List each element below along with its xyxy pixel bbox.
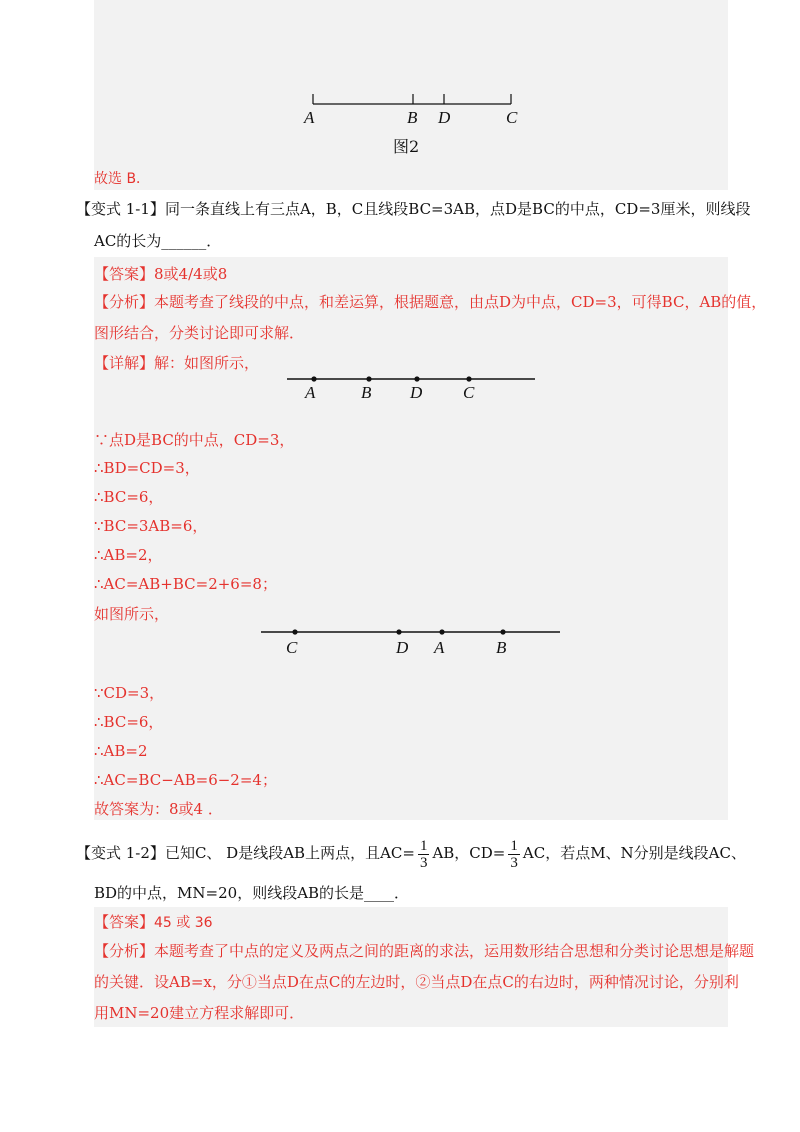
variant-1-1-answer [94,264,227,284]
fig1-label-d: D [410,383,423,402]
step2-line1: ∵CD=3， [94,684,165,702]
step1-line6: ∴AC=AB+BC=2+6=8； [94,575,277,593]
variant-1-2-answer [94,912,213,933]
analysis-text: 本题考查了中点的定义及两点之间的距离的求法，运用数形结合思想和分类讨论思想是解题 [154,942,755,960]
variant-1-1-analysis-line2: 图形结合，分类讨论即可求解． [94,324,305,342]
variant-1-2-q-b: AB，CD= [432,844,506,862]
step1-line5: ∴AB=2， [94,546,163,564]
fig2-caption: 图2 [393,137,420,156]
variant-1-1-fig1 [0,370,800,390]
fraction-one-third: $\frac{1}{3}$ [419,837,428,871]
fig3-label-a: A [434,638,445,657]
variant-1-2-question [76,836,746,871]
fig1-label-a: A [305,383,316,402]
fig2-label-b: B [407,108,418,127]
variant-1-1-question-line2: AC的长为______． [94,232,222,250]
variant-1-1-question-line1: 同一条直线上有三点A，B，C且线段BC=3AB，点D是BC的中点，CD=3厘米，则线段 [164,200,751,218]
detail-tag: 【详解】 [94,354,155,372]
step2-line2: ∴BC=6， [94,713,164,731]
variant-1-2-analysis-line3: 用MN=20建立方程求解即可． [94,1004,305,1022]
analysis-tag: 【分析】 [94,293,155,311]
answer-text: 45 或 36 [154,915,213,931]
analysis-tag: 【分析】 [94,942,155,960]
fig2-label-a: A [304,108,315,127]
fig1-label-c: C [463,383,475,402]
fig2-label-d: D [438,108,451,127]
variant-1-2-analysis-line2: 的关键．设AB=x，分①当点D在点C的左边时，②当点D在点C的右边时，两种情况讨论，分别利 [94,973,739,991]
variant-1-2-analysis-line1 [94,941,754,961]
fig2-diagram [0,0,800,130]
variant-1-2-question-line2: BD的中点，MN=20，则线段AB的长是____． [94,884,410,902]
case2-intro: 如图所示， [94,605,170,623]
step1-line2: ∴BD=CD=3， [94,459,200,477]
step2-line3: ∴AB=2 [94,742,148,760]
analysis-text: 本题考查了线段的中点，和差运算，根据题意，由点D为中点，CD=3，可得BC，AB的值， [154,293,767,311]
fraction-one-third-2: $\frac{1}{3}$ [510,837,518,871]
fig2-label-c: C [506,108,518,127]
step2-line4: ∴AC=BC−AB=6−2=4； [94,771,277,789]
variant-1-1-tag: 【变式 1-1】 [76,200,165,218]
fig3-label-c: C [286,638,298,657]
variant-1-1-analysis-line1 [94,292,766,312]
prev-answer: 故选 B． [94,171,151,187]
detail-intro: 解：如图所示， [154,354,260,372]
variant-1-1-conclusion: 故答案为：8或4 ． [94,800,223,818]
step1-line1: ∵点D是BC的中点，CD=3， [94,431,295,449]
step1-line3: ∴BC=6， [94,488,164,506]
fig3-label-b: B [496,638,507,657]
fig3-label-d: D [396,638,409,657]
answer-text: 8或4/4或8 [154,265,228,283]
answer-tag: 【答案】 [94,265,155,283]
variant-1-2-q-a: 已知C、 D是线段AB上两点，且AC= [164,844,415,862]
answer-tag: 【答案】 [94,913,155,931]
variant-1-1-question [76,199,750,219]
step1-line4: ∵BC=3AB=6， [94,517,208,535]
fig1-label-b: B [361,383,372,402]
variant-1-2-q-c: AC，若点M、N分别是线段AC、 [522,844,746,862]
variant-1-2-tag: 【变式 1-2】 [76,844,165,862]
